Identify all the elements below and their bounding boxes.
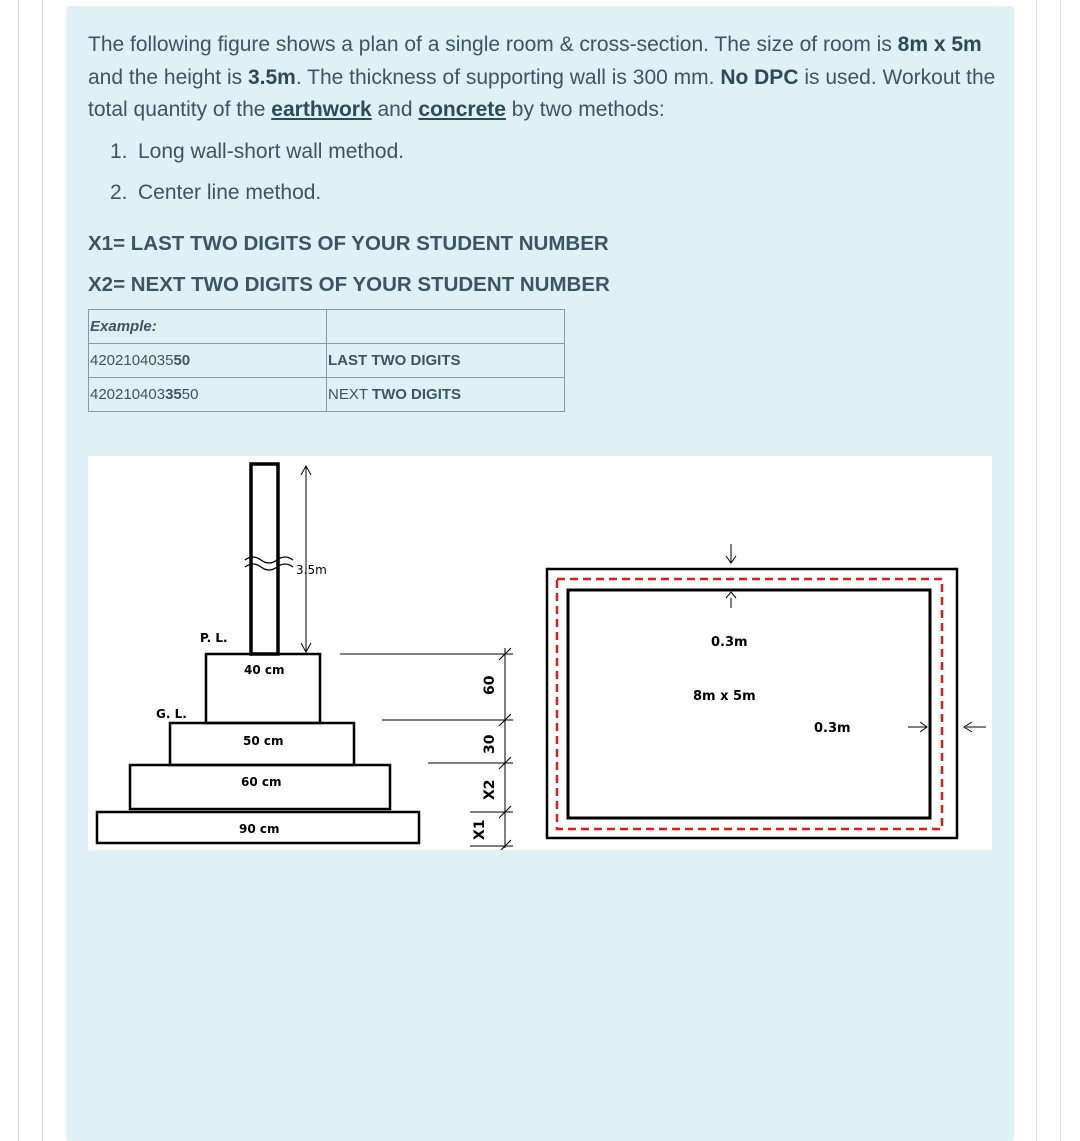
method-item-2: 2. Center line method.	[110, 181, 322, 204]
ground-level-label: G. L.	[156, 707, 187, 721]
plinth-level-label: P. L.	[200, 631, 228, 645]
dim-30-label: 30	[482, 734, 498, 754]
x1-definition: X1= LAST TWO DIGITS OF YOUR STUDENT NUMBER	[88, 232, 609, 255]
step-40cm-label: 40 cm	[244, 663, 285, 677]
foundation-figure	[88, 456, 992, 850]
method-item-1: 1. Long wall-short wall method.	[110, 140, 405, 163]
dim-60-label: 60	[482, 675, 498, 695]
example-desc-2: NEXT TWO DIGITS	[327, 378, 565, 412]
step-60cm-label: 60 cm	[241, 775, 282, 789]
concrete-term: concrete	[418, 98, 506, 121]
example-number-2: 4202104033550	[89, 378, 327, 412]
side-thickness-label: 0.3m	[814, 721, 851, 736]
dim-x2-label: X2	[482, 779, 498, 800]
top-thickness-label: 0.3m	[711, 635, 748, 650]
page-border-right-inner	[1036, 0, 1037, 1141]
centerline-dashed	[557, 579, 942, 829]
example-table	[88, 309, 565, 412]
step-90cm-label: 90 cm	[239, 822, 280, 836]
height-label: 3.5m	[296, 563, 327, 577]
question-text: The following figure shows a plan of a single room & cross-section. The size of room is 8m x 5m and the height is 3.5m. The thickness of supporting wall is 300 mm. No DPC is used. Workout the total quantity of the earthwork and concrete by two methods:	[88, 33, 996, 121]
page-border-left-inner	[42, 0, 43, 1141]
step-50cm-label: 50 cm	[243, 734, 284, 748]
x2-definition: X2= NEXT TWO DIGITS OF YOUR STUDENT NUMBER	[88, 273, 610, 296]
example-header-empty	[327, 310, 565, 344]
example-number-1: 420210403550	[89, 344, 327, 378]
room-height: 3.5m	[247, 65, 296, 89]
example-desc-1: LAST TWO DIGITS	[327, 344, 565, 378]
no-dpc: No DPC	[720, 65, 799, 89]
example-header: Example:	[89, 310, 327, 344]
room-size-label: 8m x 5m	[693, 689, 756, 704]
earthwork-term: earthwork	[271, 98, 372, 121]
cross-section	[97, 464, 513, 850]
foundation-drawing	[88, 456, 992, 850]
plan-view	[547, 544, 986, 838]
inner-wall	[568, 590, 930, 818]
page-border-left-outer	[18, 0, 19, 1141]
page-border-right-outer	[1060, 0, 1061, 1141]
wall	[251, 464, 278, 654]
room-size: 8m x 5m	[897, 33, 982, 56]
dim-x1-label: X1	[472, 819, 488, 840]
